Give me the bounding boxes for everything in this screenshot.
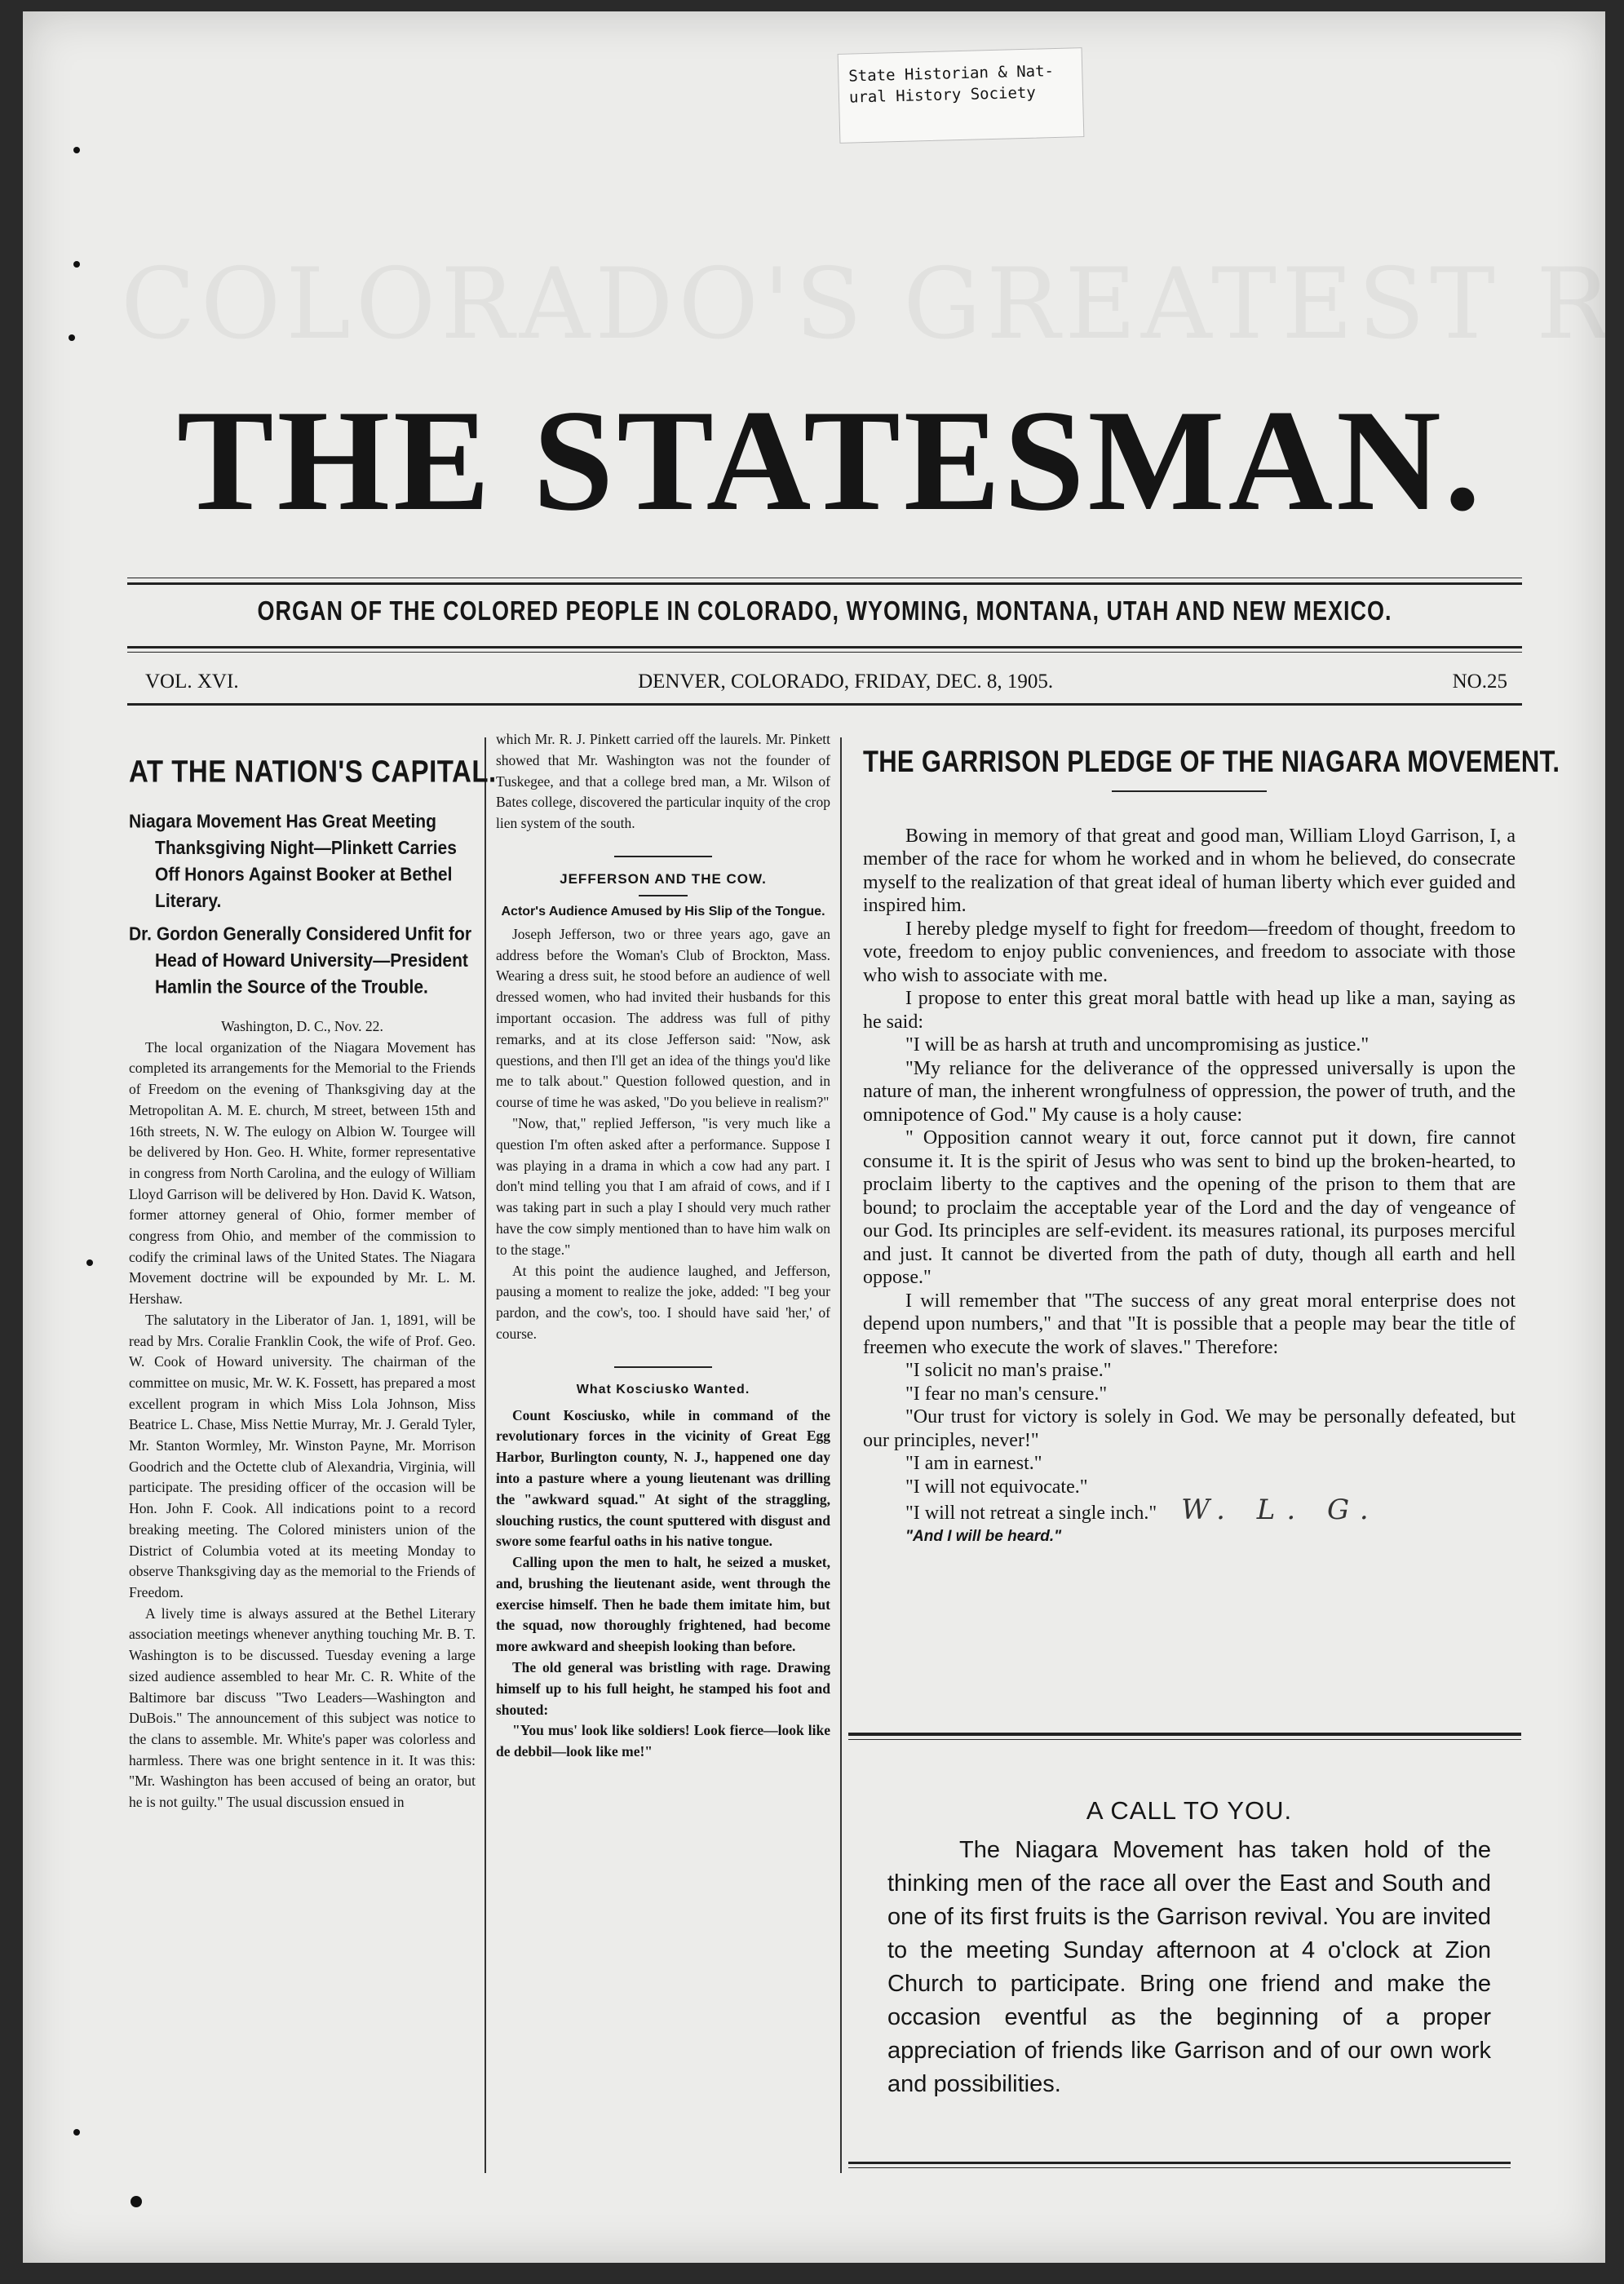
issue-number: NO.25	[1452, 671, 1507, 693]
subheadline: Dr. Gordon Generally Considered Unfit for Head of Howard University—President Hamlin the Source of the Trouble.	[129, 924, 472, 998]
paragraph: I propose to enter this great moral battle with head up like a man, saying as he said:	[863, 988, 1516, 1033]
signature: W. L. G.	[1181, 1494, 1380, 1526]
paragraph: "Now, that," replied Jefferson, "is very much like a question I'm often asked after a performance. Suppose I was playing in a drama in which a cow had any part. I don't mind telling you that I am afraid of cows, and if I was taking part in such a play I should very much rather have the cow simply mentioned than to have him walk on to the stage."	[496, 1114, 830, 1258]
subheadline: Actor's Audience Amused by His Slip of the Tongue.	[501, 904, 825, 918]
paragraph: "You mus' look like soldiers! Look fierce—look like de debbil—look like me!"	[496, 1722, 830, 1760]
column-rule	[485, 737, 486, 2173]
call-to-you-notice	[887, 1794, 1491, 2101]
section-rule	[848, 1739, 1521, 1740]
dateline-rule	[127, 703, 1522, 706]
paragraph: Joseph Jefferson, two or three years ago, gave an address before the Woman's Club of Brockton, Mass. Wearing a dress suit, he stood before an audience of well dressed women, who had invited their husbands for this important occasion. The address was full of pithy remarks, and at its close Jefferson said: "Now, ask questions, and then I'll get an idea of the things you'd like me to talk about." Question followed question, and in course of time he was asked, "Do you believe in realism?"	[496, 925, 830, 1111]
paragraph: The Niagara Movement has taken hold of the thinking men of the race all over the East and South and one of its first fruits is the Garrison revival. You are invited to the meeting Sunday afternoon at 4 o'clock at Zion Church to participate. Bring one friend and make the occasion eventful as the beginning of a proper appreciation of friends like Garrison and of our own work and possibilities.	[887, 1837, 1491, 2097]
subheadline: Niagara Movement Has Great Meeting Thanksgiving Night—Plinkett Carries Off Honors Against Booker at Bethel Literary.	[129, 812, 457, 912]
headline: What Kosciusko Wanted.	[576, 1382, 750, 1397]
paragraph: "My reliance for the deliverance of the oppressed universally is upon the nature of man, the inherent wrongfulness of oppression, the power of truth, and the omnipotence of God." My cause is a holy cause:	[863, 1057, 1516, 1126]
quote-line: "I solicit no man's praise."	[905, 1360, 1112, 1381]
paragraph: At this point the audience laughed, and Jefferson, pausing a moment to realize the joke, added: "I beg your pardon, and the cow's, too. I should have said 'her,' of course.	[496, 1262, 830, 1342]
quote-line: "Our trust for victory is solely in God. We may be personally defeated, but our principles, never!"	[863, 1406, 1516, 1451]
newspaper-page	[23, 11, 1605, 2263]
headline: JEFFERSON AND THE COW.	[560, 870, 767, 887]
paragraph: Calling upon the men to halt, he seized a musket, and, brushing the lieutenant aside, went through the exercise himself. Then he bade them imitate him, but the squad, now thoroughly frightened, had become more awkward and sheepish looking than before.	[496, 1554, 830, 1655]
article-garrison-pledge	[863, 744, 1560, 1548]
article-dateline: Washington, D. C., Nov. 22.	[221, 1018, 383, 1034]
bleed-through-text	[121, 248, 1540, 361]
binding-hole	[73, 261, 80, 268]
bottom-rule	[848, 2162, 1511, 2164]
volume-label: VOL. XVI.	[145, 671, 239, 693]
date-label: DENVER, COLORADO, FRIDAY, DEC. 8, 1905.	[638, 671, 1054, 693]
issue-dateline	[145, 671, 1507, 693]
quote-line: "And I will be heard."	[905, 1527, 1062, 1545]
stamp-line-1: State Historian & Nat-	[848, 62, 1055, 86]
paragraph: I hereby pledge myself to fight for freedom—freedom of thought, freedom to vote, freedom to enjoy public conveniences, and freedom to associate with those who wish to associate with me.	[863, 918, 1516, 986]
tagline-rule	[127, 652, 1522, 653]
paragraph: The local organization of the Niagara Movement has completed its arrangements for the Memorial to the Friends of Freedom on the evening of Thanksgiving day at the Metropolitan A. M. E. church, M street, between 15th and 16th streets, N. W. The eulogy on Albion W. Tourgee will be delivered by Hon. Geo. H. White, former representative in congress from North Carolina, and the eulogy of William Lloyd Garrison will be delivered by Hon. David K. Watson, former attorney general of Ohio, former member of congress from Ohio, and member of the commission to codify the criminal laws of the United States. The Niagara Movement doctrine will be expounded by Mr. L. M. Hershaw.	[129, 1038, 476, 1308]
separator-rule	[1112, 790, 1267, 792]
binding-hole	[86, 1259, 93, 1266]
column-two	[496, 729, 830, 1763]
stamp-line-2: ural History Society	[848, 83, 1037, 107]
paragraph: " Opposition cannot weary it out, force cannot put it down, fire cannot consume it. It is the spirit of Jesus who was sent to bind up the broken-hearted, to proclaim liberty to the captives and the opening of the prison to them that are bound; to proclaim the acceptable year of the Lord and the day of vengeance of our God. Its principles are self-evident. its measures rational, its purposes merciful and just. It cannot be diverted from the path of duty, though all earth and hell oppose."	[863, 1127, 1516, 1288]
masthead-title: THE STATESMAN.	[176, 379, 1485, 541]
separator-rule	[614, 1366, 712, 1368]
tagline-rule	[127, 646, 1522, 648]
paragraph: I will remember that "The success of any great moral enterprise does not depend upon numbers," and that "It is possible that a people may bear the title of freemen who execute the work of slaves." Therefore:	[863, 1290, 1516, 1358]
quote-line: "I am in earnest."	[905, 1453, 1042, 1474]
masthead-rule	[127, 582, 1522, 585]
column-rule	[840, 737, 842, 2173]
paragraph: which Mr. R. J. Pinkett carried off the laurels. Mr. Pinkett showed that Mr. Washington was not the founder of Tuskegee, and that a college bred man, a Mr. Wilson of Bates college, discovered the particular inquity of the crop lien system of the south.	[496, 731, 830, 832]
article-nations-capital	[129, 746, 497, 1813]
paragraph: The old general was bristling with rage. Drawing himself up to his full height, he stamped his foot and shouted:	[496, 1659, 830, 1718]
separator-rule	[614, 856, 712, 857]
quote-line: "I fear no man's censure."	[905, 1383, 1108, 1405]
paragraph: Bowing in memory of that great and good man, William Lloyd Garrison, I, a member of the race for whom he worked and in whom he believed, do consecrate myself to the realization of that great ideal of human liberty which ever guided and inspired him.	[863, 825, 1516, 916]
notice-title: A CALL TO YOU.	[1086, 1796, 1293, 1825]
paragraph: The salutatory in the Liberator of Jan. 1, 1891, will be read by Mrs. Coralie Franklin Cook, the wife of Prof. Geo. W. Cook of Howard university. The chairman of the committee on music, Mr. W. K. Fossett, has prepared a most excellent program in which Miss Lola Johnson, Miss Beatrice L. Chase, Miss Nettie Murray, Mr. J. Gerald Tyler, Mr. Stanton Wormley, Mr. Winston Payne, Mr. Morrison Goodrich and the Octette club of Alexandria, Virginia, will participate. The presiding officer of the occasion will be Hon. John F. Cook. All indications point to a record breaking meeting. The Colored ministers union of the District of Columbia voted at its meeting Monday to observe Thanksgiving day as the memorial to the Friends of Freedom.	[129, 1311, 476, 1600]
headline: AT THE NATION'S CAPITAL.	[129, 754, 497, 789]
binding-hole	[131, 2196, 142, 2207]
bottom-rule	[848, 2167, 1511, 2168]
paragraph: A lively time is always assured at the Bethel Literary association meetings whenever anything touching Mr. B. T. Washington is to be discussed. Tuesday evening a large sized audience assembled to hear Mr. C. R. White of the Baltimore bar discuss "Two Leaders—Washington and DuBois." The announcement of this subject was notice to the clans to assemble. Mr. White's paper was colorless and harmless. There was one bright sentence in it. It was this: "Mr. Washington has been accused of being an orator, but he is not guilty." The usual discussion ensued in	[129, 1605, 476, 1811]
section-rule	[848, 1733, 1521, 1736]
binding-hole	[69, 334, 75, 341]
paragraph: "I will be as harsh at truth and uncompromising as justice."	[905, 1034, 1370, 1056]
masthead-tagline: ORGAN OF THE COLORED PEOPLE IN COLORADO, WYOMING, MONTANA, UTAH AND NEW MEXICO.	[257, 595, 1392, 626]
quote-line: "I will not retreat a single inch." W. L. G.	[905, 1494, 1380, 1526]
binding-hole	[73, 2129, 80, 2136]
separator-rule	[639, 895, 688, 896]
headline: THE GARRISON PLEDGE OF THE NIAGARA MOVEMENT.	[863, 744, 1560, 779]
quote-line: "I will not equivocate."	[905, 1476, 1088, 1498]
paragraph: Count Kosciusko, while in command of the revolutionary forces in the vicinity of Great Egg Harbor, Burlington county, N. J., happened one day into a pasture where a young lieutenant was drilling the "awkward squad." At sight of the straggling, slouching rustics, the count sputtered with disgust and swore some fearful oaths in his native tongue.	[496, 1406, 830, 1550]
binding-hole	[73, 147, 80, 153]
library-stamp	[838, 47, 1085, 144]
